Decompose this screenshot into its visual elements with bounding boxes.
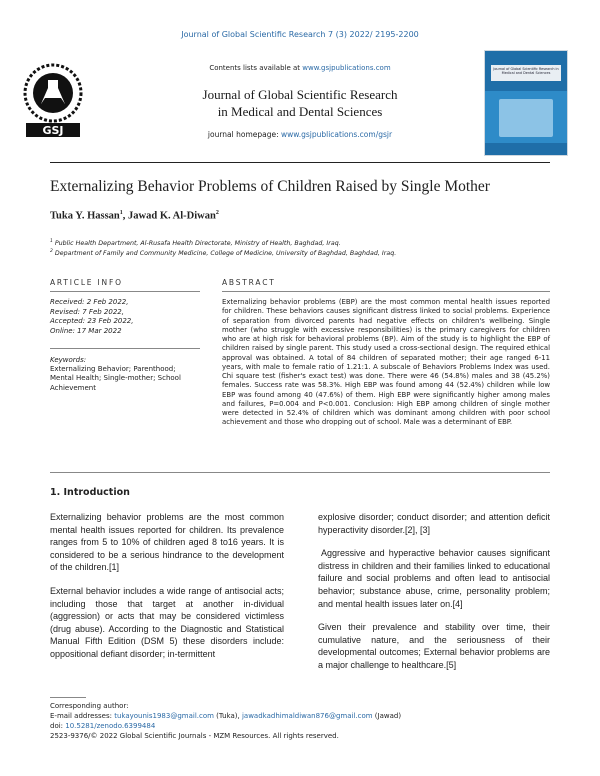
contents-link[interactable]: www.gsjpublications.com bbox=[302, 64, 391, 72]
introduction-heading: 1. Introduction bbox=[50, 487, 130, 498]
dates-rule bbox=[50, 348, 200, 349]
email-label: E-mail addresses: bbox=[50, 712, 115, 720]
homepage-link[interactable]: www.gsjpublications.com/gsjr bbox=[281, 130, 393, 139]
author-1: Tuka Y. Hassan bbox=[50, 210, 120, 222]
intro-paragraph-5: Given their prevalence and stability over time, their cumulative nature, and the seriousness of their developmental outcomes; External behavior problems are a major challenge to healthcare.[5] bbox=[318, 622, 550, 670]
intro-left-column bbox=[50, 511, 284, 672]
affiliation-2-sup: 2 bbox=[50, 249, 53, 254]
copyright: 2523-9376/© 2022 Global Scientific Journals - MZM Resources. All rights reserved. bbox=[50, 732, 339, 740]
corresponding-author: Corresponding author: bbox=[50, 702, 129, 710]
email-link-1[interactable]: tukayounis1983@gmail.com bbox=[114, 712, 214, 720]
keywords-heading: Keywords: bbox=[50, 356, 87, 364]
doi-line bbox=[50, 721, 550, 731]
gsj-logo bbox=[18, 60, 88, 140]
author-separator: , bbox=[122, 210, 129, 222]
journal-title bbox=[140, 86, 460, 120]
doi-label: doi: bbox=[50, 722, 66, 730]
revised-date: Revised: 7 Feb 2022, bbox=[50, 307, 124, 316]
email-2-suffix: (Jawad) bbox=[372, 712, 402, 720]
homepage-prefix: journal homepage: bbox=[207, 130, 282, 139]
email-link-2[interactable]: jawadkadhimaldiwan876@gmail.com bbox=[241, 712, 373, 720]
accepted-date: Accepted: 23 Feb 2022, bbox=[50, 317, 134, 325]
footnote-rule bbox=[50, 697, 86, 698]
intro-paragraph-4: Aggressive and hyperactive behavior causes significant distress in children and their families linked to educational failure and social problems and often lead to antisocial behavior; substance abuse, crime, personality problem; and mental health issues later on.[4] bbox=[318, 548, 550, 609]
journal-title-line1: Journal of Global Scientific Research bbox=[202, 87, 398, 102]
article-info-heading: ARTICLE INFO bbox=[50, 278, 123, 287]
authors bbox=[50, 210, 219, 222]
received-date: Received: 2 Feb 2022, bbox=[50, 298, 129, 306]
intro-right-column bbox=[318, 511, 550, 683]
online-date: Online: 17 Mar 2022 bbox=[50, 326, 122, 335]
abstract-bottom-rule bbox=[50, 472, 550, 473]
logo-text: GSJ bbox=[42, 124, 64, 137]
intro-paragraph-3: explosive disorder; conduct disorder; and attention deficit hyperactivity disorder.[2], [3] bbox=[318, 512, 550, 535]
cover-title: Journal of Global Scientific Research in Medical and Dental Sciences bbox=[493, 67, 559, 75]
author-2: Jawad K. Al-Diwan bbox=[128, 210, 216, 222]
abstract-heading: ABSTRACT bbox=[222, 278, 276, 287]
affiliation-1-sup: 1 bbox=[50, 239, 53, 244]
journal-citation: Journal of Global Scientific Research 7 (3) 2022/ 2195-2200 bbox=[181, 30, 419, 39]
abstract-text: Externalizing behavior problems (EBP) are the most common mental health issues reported for children. These behaviors causes significant distress linked to social problems. Experience of separation from divorced parents had negative effects on children's wellbeing. Single mother (who struggle with excessive responsibilities) is the primary caregivers for children who are at high risk for behavioral problems (BP). Aim of the study is to highlight the EBP of children raised by single parent. This study used a cross-sectional design. The required ethical approval was obtained. A total of 84 children of separated mother; their age ranged 6-11 years, with male to female ratio of 1.21:1. A subscale of Behaviors Problems Index was used. Chi square test (fisher's exact test) was done. There were 46 (54.8%) males and 38 (45.2%) females. Success rate was 58.3%. High EBP was found among 44 (52.4%) children while low EBP was found among 40 (47.6%) of them. High EBP were significantly higher among males and failures, P=0.004 and P<0.001. Conclusion: High EBP among children of single mother were detected in 52.4% of children which was dominant among children with poor school achievement and those who dropping out of school. Male was a determinant of EBP. bbox=[222, 298, 550, 427]
journal-cover-image bbox=[484, 50, 568, 156]
journal-homepage bbox=[140, 130, 460, 139]
affiliation-2 bbox=[50, 247, 570, 258]
article-dates bbox=[50, 298, 200, 336]
journal-title-line2: in Medical and Dental Sciences bbox=[217, 104, 383, 119]
cover-illustration bbox=[499, 99, 553, 137]
affiliation-2-text: Department of Family and Community Medicine, College of Medicine, University of Baghdad, Baghdad, Iraq. bbox=[52, 250, 397, 258]
email-1-suffix: (Tuka), bbox=[213, 712, 242, 720]
intro-paragraph-2: External behavior includes a wide range of antisocial acts; including those that target at another in-dividual (aggression) or acts that may be considered victimless (drug abuse). According to the Diagnostic and Statistical Manual Fifth Edition (DSM 5) these disorders include: oppositional defiant disorder; in-termittent bbox=[50, 585, 284, 659]
intro-paragraph-1: Externalizing behavior problems are the most common mental health issues reported for children. Its prevalence ranges from 5 to 10% of children aged 8 to16 years. It is considered to be a serious hindrance to the development of the children.[1] bbox=[50, 512, 284, 573]
abstract-rule bbox=[222, 291, 550, 292]
article-title: Externalizing Behavior Problems of Children Raised by Single Mother bbox=[50, 178, 490, 195]
article-info-rule bbox=[50, 291, 200, 292]
keywords: Externalizing Behavior; Parenthood; Mental Health; Single-mother; School Achievement bbox=[50, 365, 181, 392]
contents-prefix: Contents lists available at bbox=[209, 64, 303, 72]
author-2-sup: 2 bbox=[215, 210, 219, 216]
author-1-sup: 1 bbox=[119, 210, 123, 216]
affiliation-1-text: Public Health Department, Al-Rusafa Health Directorate, Ministry of Health, Baghdad, Iraq. bbox=[52, 240, 341, 248]
email-line bbox=[50, 711, 550, 721]
doi-link[interactable]: 10.5281/zenodo.6399484 bbox=[65, 722, 156, 730]
header-divider bbox=[50, 162, 550, 163]
